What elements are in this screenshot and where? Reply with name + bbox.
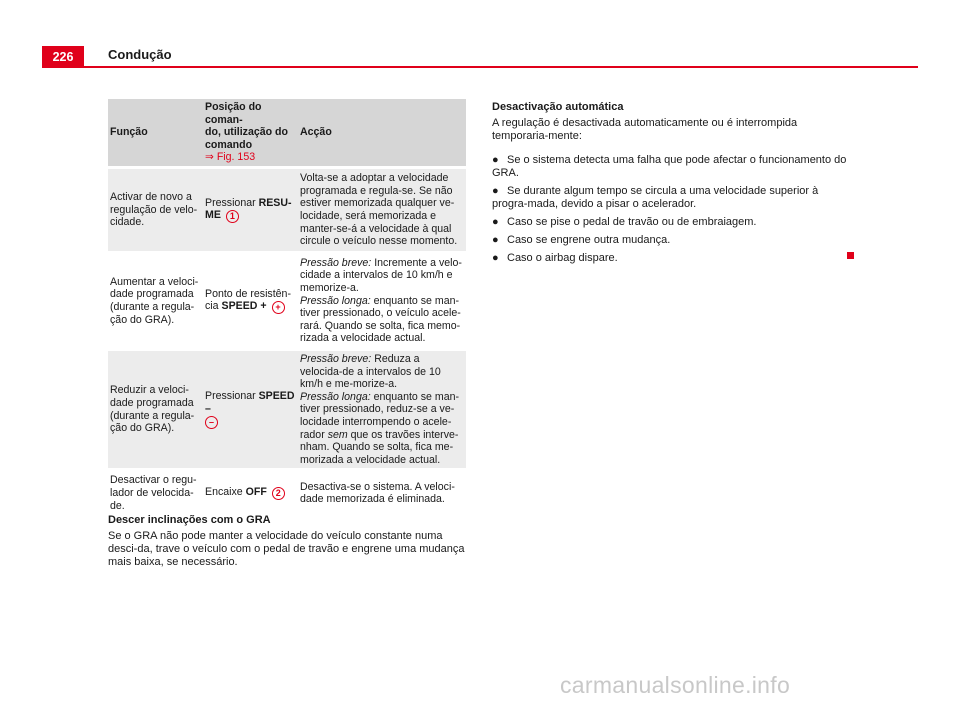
header-posicao-line1: Posição do coman- [205,101,262,126]
section-title-desactivacao: Desactivação automática [492,101,624,113]
watermark: carmanualsonline.info [560,672,791,698]
table-row [108,468,466,515]
bullet-icon: ● [492,234,499,246]
section-end-marker-icon [847,252,854,259]
bullet-icon: ● [492,252,499,264]
long-press-label: Pressão longa: [300,294,371,307]
paragraph-desactivacao-intro: A regulação é desactivada automaticamente ou é interrompida temporaria-mente: [492,117,798,142]
figure-reference-link[interactable]: ⇒ Fig. 153 [205,151,256,164]
list-item-text: Caso se pise o pedal de travão ou de embraiagem. [507,216,757,228]
long-press-text: enquanto se man-tiver pressionado, reduz-se a ve-locidade interrompendo o acele-rador [300,390,460,441]
cell-funcao: Desactivar o regu-lador de velocida-de. [108,468,203,515]
long-press-text-cont: que os travões interve-nham. Quando se solta, fica me-morizada a velocidade actual. [300,428,459,466]
list-item-text: Caso o airbag dispare. [507,252,618,264]
cell-accao [298,348,466,468]
bullet-list [492,154,852,270]
short-press-text: Reduza a velocida-de a intervalos de 10 km/h e me-morize-a. [300,352,441,391]
list-item-text: Se o sistema detecta uma falha que pode afectar o funcionamento do GRA. [492,154,847,179]
minus-marker-icon: – [205,416,218,429]
list-item-text: Se durante algum tempo se circula a uma velocidade superior à progra-mada, devido a pisar o acelerador. [492,185,819,210]
long-press-label: Pressão longa: [300,390,371,403]
long-press-emphasis: sem [327,428,348,441]
header-posicao [203,99,298,166]
header-posicao-line3: comando [205,138,253,151]
table-header-row [108,99,466,166]
marker-1-icon: 1 [226,210,239,223]
page-number: 226 [42,46,84,67]
bullet-icon: ● [492,216,499,228]
cell-posicao-text: Ponto de resistên-cia [205,287,291,313]
short-press-label: Pressão breve: [300,256,372,269]
header-funcao: Função [108,99,203,166]
chapter-title: Condução [108,47,172,62]
table-row [108,251,466,348]
header-rule [42,66,918,68]
table-row [108,348,466,468]
short-press-label: Pressão breve: [300,352,372,365]
cell-funcao: Reduzir a veloci-dade programada (durante a regula-ção do GRA). [108,348,203,468]
list-item [492,234,852,247]
short-press-text: Incremente a velo-cidade a intervalos de 10 km/h e memorize-a. [300,256,462,295]
cell-posicao [203,251,298,348]
cell-funcao: Aumentar a veloci-dade programada (durante a regula-ção do GRA). [108,251,203,348]
cell-accao [298,251,466,348]
list-item [492,252,852,265]
key-resume: RESU-ME [205,196,292,222]
key-speed-minus: SPEED – [205,390,295,415]
list-item [492,216,852,229]
header-posicao-line2: do, utilização do [205,126,288,139]
cell-posicao [203,348,298,468]
list-item [492,154,852,180]
paragraph-descer: Se o GRA não pode manter a velocidade do veículo constante numa desci-da, trave o veículo com o pedal de travão e engrene uma mudança mais baixa, se necessário. [108,530,465,568]
list-item [492,185,852,211]
cell-posicao-text: Pressionar [205,196,259,209]
table-row [108,166,466,251]
key-speed-plus: SPEED + [221,300,267,313]
list-item-text: Caso se engrene outra mudança. [507,234,671,246]
cell-posicao-text: Pressionar [205,390,259,403]
key-off: OFF [245,486,267,499]
bullet-icon: ● [492,185,499,197]
section-title-descer: Descer inclinações com o GRA [108,514,271,526]
cell-accao: Desactiva-se o sistema. A veloci-dade memorizada é eliminada. [298,468,466,515]
long-press-text: enquanto se man-tiver pressionado, o veículo acele-rará. Quando se solta, fica memo-rizada a velocidade actual. [300,294,461,345]
cell-accao: Volta-se a adoptar a velocidade programada e regula-se. Se não estiver memorizada qualquer ve-locidade, será memorizada e manter-se-á a velocidade à qual circule o veículo nesse momento. [298,166,466,251]
bullet-icon: ● [492,154,499,166]
cell-posicao-text: Encaixe [205,486,246,499]
cell-funcao: Activar de novo a regulação de velo-cidade. [108,166,203,251]
marker-2-icon: 2 [272,487,285,500]
cell-posicao [203,468,298,515]
function-table [108,99,466,515]
plus-marker-icon: + [272,301,285,314]
header-accao: Acção [298,99,466,166]
cell-posicao [203,166,298,251]
